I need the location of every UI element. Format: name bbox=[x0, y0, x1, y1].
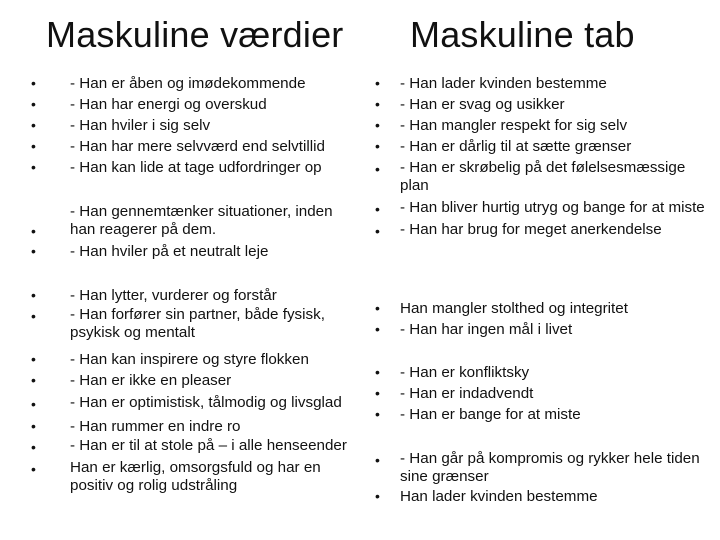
list-item-text: - Han er bange for at miste bbox=[400, 406, 581, 423]
list-item-text: - Han er indadvendt bbox=[400, 385, 534, 402]
list-item bbox=[360, 362, 720, 383]
list-item bbox=[0, 437, 360, 455]
list-item bbox=[360, 73, 720, 94]
list-item-text: - Han er til at stole på – i alle henseender bbox=[70, 437, 347, 454]
list-item-text: - Han er dårlig til at sætte grænser bbox=[400, 138, 632, 155]
bullet-icon: • bbox=[31, 117, 36, 133]
bullet-icon: • bbox=[375, 385, 380, 401]
list-item-text: - Han kan lide at tage udfordringer op bbox=[70, 159, 322, 176]
right-group-1 bbox=[360, 73, 720, 195]
list-item-text: - Han rummer en indre ro bbox=[70, 418, 241, 435]
list-item bbox=[360, 136, 720, 157]
list-item-text: - Han er skrøbelig på det følelsesmæssige plan bbox=[400, 159, 686, 194]
bullet-icon: • bbox=[375, 364, 380, 380]
list-item-text: Han er kærlig, omsorgsfuld og har en positiv og rolig udstråling bbox=[70, 459, 321, 494]
list-item-text: - Han har brug for meget anerkendelse bbox=[400, 221, 662, 238]
list-item bbox=[0, 136, 360, 157]
list-item-text: - Han hviler i sig selv bbox=[70, 117, 211, 134]
list-item bbox=[360, 450, 720, 486]
left-group-2 bbox=[0, 203, 360, 262]
list-item bbox=[0, 394, 360, 412]
list-item-text: - Han gennemtænker situationer, inden han reagerer på dem. bbox=[70, 203, 333, 238]
bullet-icon: • bbox=[375, 117, 380, 133]
right-column-title: Maskuline tab bbox=[410, 14, 635, 55]
list-item-text: - Han er åben og imødekommende bbox=[70, 75, 306, 92]
list-item-text: - Han har energi og overskud bbox=[70, 96, 267, 113]
list-item-text: - Han er optimistisk, tålmodig og livsglad bbox=[70, 394, 342, 411]
left-column-title: Maskuline værdier bbox=[46, 14, 344, 55]
bullet-icon: • bbox=[31, 243, 36, 259]
list-item bbox=[0, 416, 360, 437]
right-group-4 bbox=[360, 362, 720, 425]
list-item-text: - Han er svag og usikker bbox=[400, 96, 565, 113]
list-item bbox=[360, 319, 720, 340]
list-item bbox=[360, 115, 720, 136]
list-item bbox=[0, 203, 360, 239]
list-item bbox=[360, 94, 720, 115]
list-item bbox=[360, 221, 720, 239]
list-item-text: - Han går på kompromis og rykker hele tiden sine grænser bbox=[400, 450, 700, 485]
list-item bbox=[360, 159, 720, 195]
list-item bbox=[0, 241, 360, 262]
list-item bbox=[0, 349, 360, 370]
bullet-icon: • bbox=[375, 75, 380, 91]
list-item bbox=[0, 306, 360, 342]
list-item-text: - Han har mere selvværd end selvtillid bbox=[70, 138, 325, 155]
bullet-icon: • bbox=[31, 396, 36, 412]
bullet-icon: • bbox=[31, 308, 36, 324]
bullet-icon: • bbox=[31, 351, 36, 367]
list-item-text: - Han er konfliktsky bbox=[400, 364, 530, 381]
list-item bbox=[360, 298, 720, 319]
list-item-text: - Han bliver hurtig utryg og bange for at miste bbox=[400, 199, 705, 216]
right-group-2 bbox=[360, 199, 720, 239]
bullet-icon: • bbox=[31, 287, 36, 303]
bullet-icon: • bbox=[375, 488, 380, 504]
bullet-icon: • bbox=[375, 223, 380, 239]
bullet-icon: • bbox=[31, 96, 36, 112]
list-item bbox=[0, 157, 360, 178]
bullet-icon: • bbox=[375, 452, 380, 468]
list-item bbox=[0, 115, 360, 136]
list-item-text: - Han er ikke en pleaser bbox=[70, 372, 232, 389]
bullet-icon: • bbox=[375, 96, 380, 112]
list-item-text: - Han lytter, vurderer og forstår bbox=[70, 287, 277, 304]
list-item-text: - Han forfører sin partner, både fysisk, psykisk og mentalt bbox=[70, 306, 325, 341]
list-item bbox=[360, 199, 720, 217]
list-item-text: - Han mangler respekt for sig selv bbox=[400, 117, 628, 134]
bullet-icon: • bbox=[31, 223, 36, 239]
list-item-text: - Han lader kvinden bestemme bbox=[400, 75, 607, 92]
right-group-3 bbox=[360, 298, 720, 340]
bullet-icon: • bbox=[31, 138, 36, 154]
list-item-text: Han mangler stolthed og integritet bbox=[400, 300, 628, 317]
list-item-text: - Han hviler på et neutralt leje bbox=[70, 243, 269, 260]
right-group-5 bbox=[360, 450, 720, 507]
left-group-1 bbox=[0, 73, 360, 178]
bullet-icon: • bbox=[375, 406, 380, 422]
bullet-icon: • bbox=[375, 161, 380, 177]
list-item-text: - Han kan inspirere og styre flokken bbox=[70, 351, 309, 368]
list-item bbox=[0, 285, 360, 306]
bullet-icon: • bbox=[375, 321, 380, 337]
list-item bbox=[0, 459, 360, 495]
list-item bbox=[0, 94, 360, 115]
bullet-icon: • bbox=[375, 138, 380, 154]
bullet-icon: • bbox=[375, 201, 380, 217]
list-item bbox=[360, 486, 720, 507]
bullet-icon: • bbox=[31, 439, 36, 455]
list-item bbox=[0, 370, 360, 391]
bullet-icon: • bbox=[31, 418, 36, 434]
bullet-icon: • bbox=[31, 372, 36, 388]
bullet-icon: • bbox=[375, 300, 380, 316]
bullet-icon: • bbox=[31, 159, 36, 175]
list-item bbox=[360, 404, 720, 425]
bullet-icon: • bbox=[31, 75, 36, 91]
list-item bbox=[360, 383, 720, 404]
bullet-icon: • bbox=[31, 461, 36, 477]
left-group-3 bbox=[0, 285, 360, 495]
list-item-text: Han lader kvinden bestemme bbox=[400, 488, 598, 505]
list-item-text: - Han har ingen mål i livet bbox=[400, 321, 573, 338]
list-item bbox=[0, 73, 360, 94]
